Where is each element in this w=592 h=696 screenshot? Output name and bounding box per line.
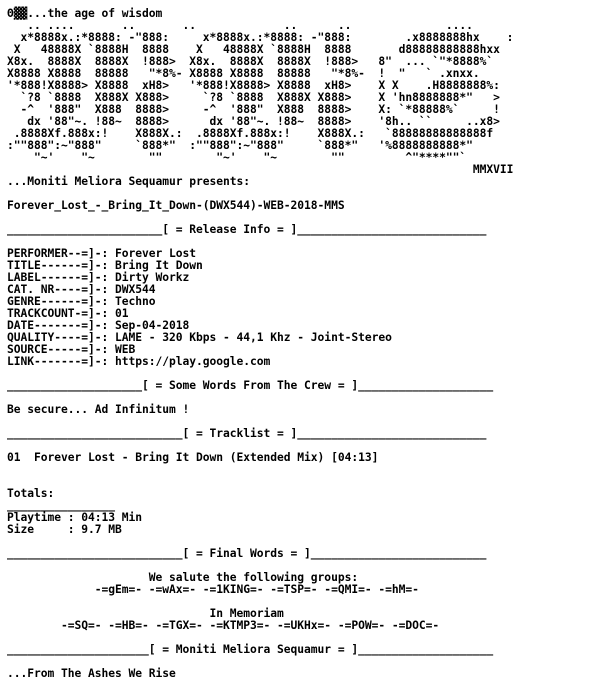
nfo-line: PERFORMER--=]-: Forever Lost [7,247,197,260]
nfo-line: 01 Forever Lost - Bring It Down (Extended Mix) [04:13] [7,451,379,464]
nfo-line: .8888Xf.888x:! X888X.: .8888Xf.888x:! X888X.: `88888888888888f [7,127,494,140]
nfo-line: _____________________[ = Moniti Meliora Sequamur = ]____________________ [7,643,494,656]
nfo-line: __________________________[ = Tracklist = ]____________________________ [7,427,487,440]
nfo-line: -=SQ=- -=HB=- -=TGX=- -=KTMP3=- -=UKHx=- -=POW=- -=DOC=- [7,619,440,632]
nfo-line: Forever_Lost_-_Bring_It_Down-(DWX544)-WEB-2018-MMS [7,199,345,212]
nfo-line: Size : 9.7 MB [7,523,122,536]
nfo-line: .. .... .. .. .. .. .... [7,19,473,32]
nfo-line: -=gEm=- -=wAx=- -=1KING=- -=TSP=- -=QMI=- -=hM=- [7,583,419,596]
nfo-line: :""888":~"888" `888*" :""888":~"888" `888*" '%8888888888*" [7,139,473,152]
nfo-line: X8888 X8888 88888 "*8%- X8888 X8888 88888 "*8%- ! " ` .xnxx. [7,67,480,80]
nfo-line: LABEL------=]-: Dirty Workz [7,271,190,284]
nfo-line: ____________________[ = Some Words From The Crew = ]____________________ [7,379,494,392]
nfo-line: __________________________[ = Final Words = ]__________________________ [7,547,487,560]
nfo-line: Be secure... Ad Infinitum ! [7,403,190,416]
nfo-line: In Memoriam [7,607,284,620]
nfo-line: x*8888x.:*8888: -"888: x*8888x.:*8888: -"888: .x8888888hx : [7,31,514,44]
nfo-line: ...Moniti Meliora Sequamur presents: [7,175,251,188]
nfo-line: TRACKCOUNT-=]-: 01 [7,307,129,320]
nfo-line: X 48888X `8888H 8888 X 48888X `8888H 8888 d88888888888hxx [7,43,500,56]
nfo-line: CAT. NR----=]-: DWX544 [7,283,156,296]
nfo-line: ...From The Ashes We Rise [7,667,176,680]
nfo-line: dx '88"~. !88~ 8888> dx '88"~. !88~ 8888> '8h.. `` ..x8> [7,115,500,128]
nfo-line: "~' "~ "" "~' "~ "" ^"****""` [7,151,467,164]
nfo-line: _______________________[ = Release Info = ]____________________________ [7,223,487,236]
nfo-line: '*888!X8888> X8888 xH8> '*888!X8888> X8888 xH8> X X .H8888888%: [7,79,500,92]
nfo-line: X8x. 8888X 8888X !888> X8x. 8888X 8888X !888> 8" ... `"*8888%` [7,55,494,68]
nfo-line: TITLE------=]-: Bring It Down [7,259,203,272]
nfo-line: ________________ [7,499,116,512]
nfo-text [7,8,592,692]
nfo-line: DATE-------=]-: Sep-04-2018 [7,319,190,332]
nfo-line: LINK-------=]-: https://play.google.com [7,355,271,368]
nfo-line: -^ '888" X888 8888> -^ '888" X888 8888> X: `*88888%` ! [7,103,500,116]
nfo-line: We salute the following groups: [7,571,359,584]
nfo-line: Θ▓▓...the age of wisdom [7,7,163,20]
nfo-line: SOURCE-----=]-: WEB [7,343,136,356]
nfo-line: MMXVII [7,163,514,176]
nfo-line: Playtime : 04:13 Min [7,511,143,524]
nfo-line: `?8 `8888 X888X X888> `?8 `8888 X888X X888> X 'hn8888888*" > [7,91,500,104]
nfo-line: GENRE------=]-: Techno [7,295,156,308]
nfo-line: QUALITY----=]-: LAME - 320 Kbps - 44,1 Khz - Joint-Stereo [7,331,392,344]
nfo-line: Totals: [7,487,55,500]
